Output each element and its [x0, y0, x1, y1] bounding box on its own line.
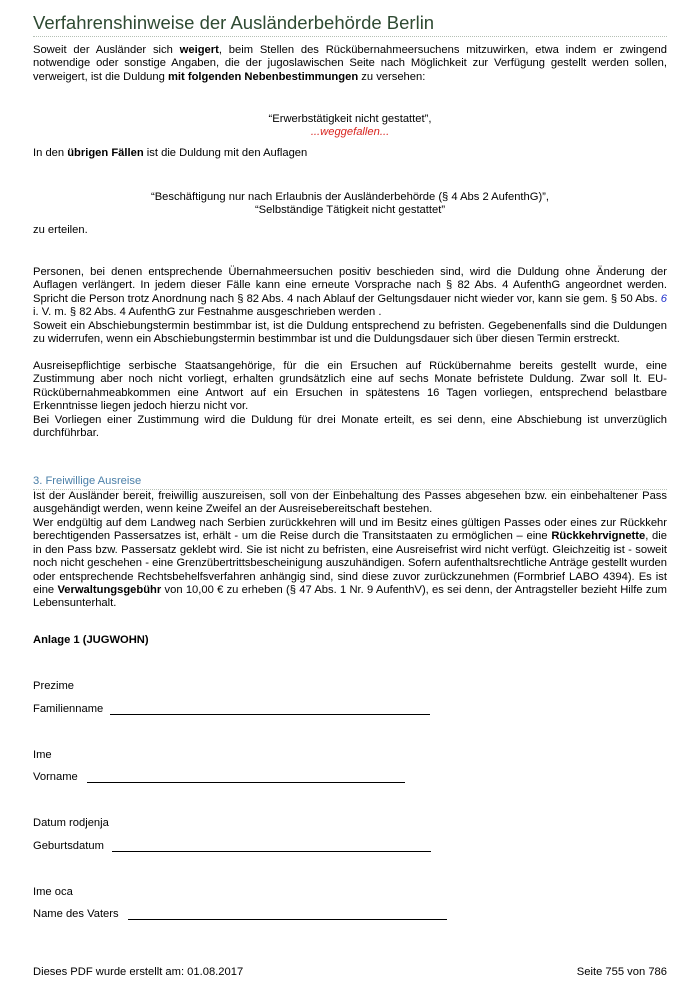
fill-line-vatername[interactable]: [128, 919, 447, 920]
quote-condition-1: [33, 113, 667, 140]
fill-line-familienname[interactable]: [110, 714, 430, 715]
quote-line: “Erwerbstätigkeit nicht gestattet”,: [268, 113, 432, 125]
reference-link[interactable]: 6: [660, 292, 667, 305]
field-label: Vorname: [33, 771, 78, 783]
section-heading: 3. Freiwillige Ausreise: [33, 475, 142, 487]
text: , beim Stellen des Rückübernahmeersuchens mitzuwirken, etwa indem er zwingend notwendige oder sonstige Angaben, die der jugoslawischen Seite nach Möglichkeit zur Verfügung gestellt werden sollen, verweigert, ist die Duldung: [33, 44, 667, 83]
field-label: Name des Vaters: [33, 908, 119, 920]
field-label: Familienname: [33, 703, 104, 715]
paragraph-consent: Bei Vorliegen einer Zustimmung wird die Duldung für drei Monate erteilt, es sei denn, eine Abschiebung ist unverzüglich durchführbar.: [33, 414, 667, 440]
footer-created: Dieses PDF wurde erstellt am: 01.08.2017: [33, 966, 244, 978]
bold-text: übrigen Fällen: [67, 147, 144, 159]
text: Wer endgültig auf dem Landweg nach Serbien zurückkehren will und im Besitz eines gültigen Passes oder eines zur Rückkehr berechtigenden Passersatzes ist, erhält - um die Reise durch die Transitstaaten zu ermöglichen – eine: [33, 517, 667, 543]
field-heading: Ime: [33, 749, 52, 761]
annex-title: Anlage 1 (JUGWOHN): [33, 634, 149, 646]
paragraph-refusal: [33, 44, 667, 84]
field-heading: Prezime: [33, 680, 75, 692]
text: Personen, bei denen entsprechende Übernahmeersuchen positiv beschieden sind, wird die Duldung ohne Änderung der Auflagen verlängert. In jedem dieser Fälle kann eine erneute Vorsprache nach § 82 Abs. 4 AufenthG angeordnet werden. Spricht die Person trotz Anordnung nach § 82 Abs. 4 nach Ablauf der Geltungsdauer nicht wieder vor, kann sie gem. § 50 Abs.: [33, 266, 667, 305]
bold-text: mit folgenden Nebenbestimmungen: [167, 70, 359, 83]
text: von 10,00 € zu erheben (§ 47 Abs. 1 Nr. 9 AufenthV), es sei denn, der Antragsteller bezieht Hilfe zum Lebensunterhalt.: [33, 584, 668, 610]
paragraph-return-vignette: [33, 517, 667, 611]
bold-text: Rückkehrvignette: [551, 530, 646, 543]
text: In den: [33, 147, 68, 159]
title-divider: [33, 36, 667, 37]
paragraph-extension: [33, 266, 667, 320]
page-number: Seite 755 von 786: [576, 966, 667, 978]
bold-text: Verwaltungsgebühr: [57, 584, 162, 597]
field-label: Geburtsdatum: [33, 840, 104, 852]
quote-condition-2: [33, 191, 667, 218]
quote-line: “Beschäftigung nur nach Erlaubnis der Ausländerbehörde (§ 4 Abs 2 AufenthG)”,: [150, 191, 550, 203]
paragraph-other-cases: [33, 147, 667, 160]
paragraph-grant: zu erteilen.: [33, 224, 88, 236]
fill-line-geburtsdatum[interactable]: [112, 851, 431, 852]
field-heading: Datum rodjenja: [33, 817, 109, 829]
quote-line: “Selbständige Tätigkeit nicht gestattet”: [254, 204, 446, 217]
text: ist die Duldung mit den Auflagen: [143, 147, 308, 159]
removed-note: ...weggefallen...: [310, 126, 390, 139]
paragraph-deadline: Soweit ein Abschiebungstermin bestimmbar ist, ist die Duldung entsprechend zu befristen. Gegebenenfalls sind die Duldungen zu widerrufen, wenn ein Abschiebungstermin bestimmbar ist und die Duldungsdauer sich über diesen Termin erstreckt.: [33, 320, 667, 346]
page-title: Verfahrenshinweise der Ausländerbehörde Berlin: [33, 12, 435, 33]
text: zu versehen:: [358, 70, 426, 83]
fill-line-vorname[interactable]: [87, 782, 405, 783]
text: , die in den Pass bzw. Passersatz geklebt wird. Sie ist nicht zu befristen, eine Ausreisefrist wird nicht verfügt. Gleichzeitig ist - soweit noch nicht geschehen - eine Grenzübertrittsbescheinigung auszuhändigen. Sofern aufenthaltsrechtliche Anträge gestellt wurden oder entsprechende Rechtsbehelfsverfahren anhängig sind, sind diese zuvor zurückzunehmen (Formbrief LABO 4394). Es ist eine: [33, 530, 667, 597]
text: i. V. m. § 82 Abs. 4 AufenthG zur Festnahme ausgeschrieben werden .: [33, 306, 382, 319]
field-heading: Ime oca: [33, 886, 73, 898]
paragraph-serbian: Ausreisepflichtige serbische Staatsangehörige, für die ein Ersuchen auf Rückübernahme bereits gestellt wurde, eine Zustimmung aber noch nicht vorliegt, erhalten grundsätzlich eine auf sechs Monate befristete Duldung. Zwar soll lt. EU-Rückübernahmeabkommen eine Antwort auf ein Ersuchen in spätestens 16 Tagen vorliegen, entsprechend belastbare Erkenntnisse liegen jedoch hierzu nicht vor.: [33, 360, 667, 413]
paragraph-voluntary: Ist der Ausländer bereit, freiwillig auszureisen, soll von der Einbehaltung des Passes abgesehen bzw. ein einbehaltener Pass ausgehändigt werden, wenn keine Zweifel an der Ausreisebereitschaft bestehen.: [33, 490, 667, 516]
bold-text: weigert: [179, 44, 219, 56]
text: Soweit der Ausländer sich: [33, 44, 180, 56]
